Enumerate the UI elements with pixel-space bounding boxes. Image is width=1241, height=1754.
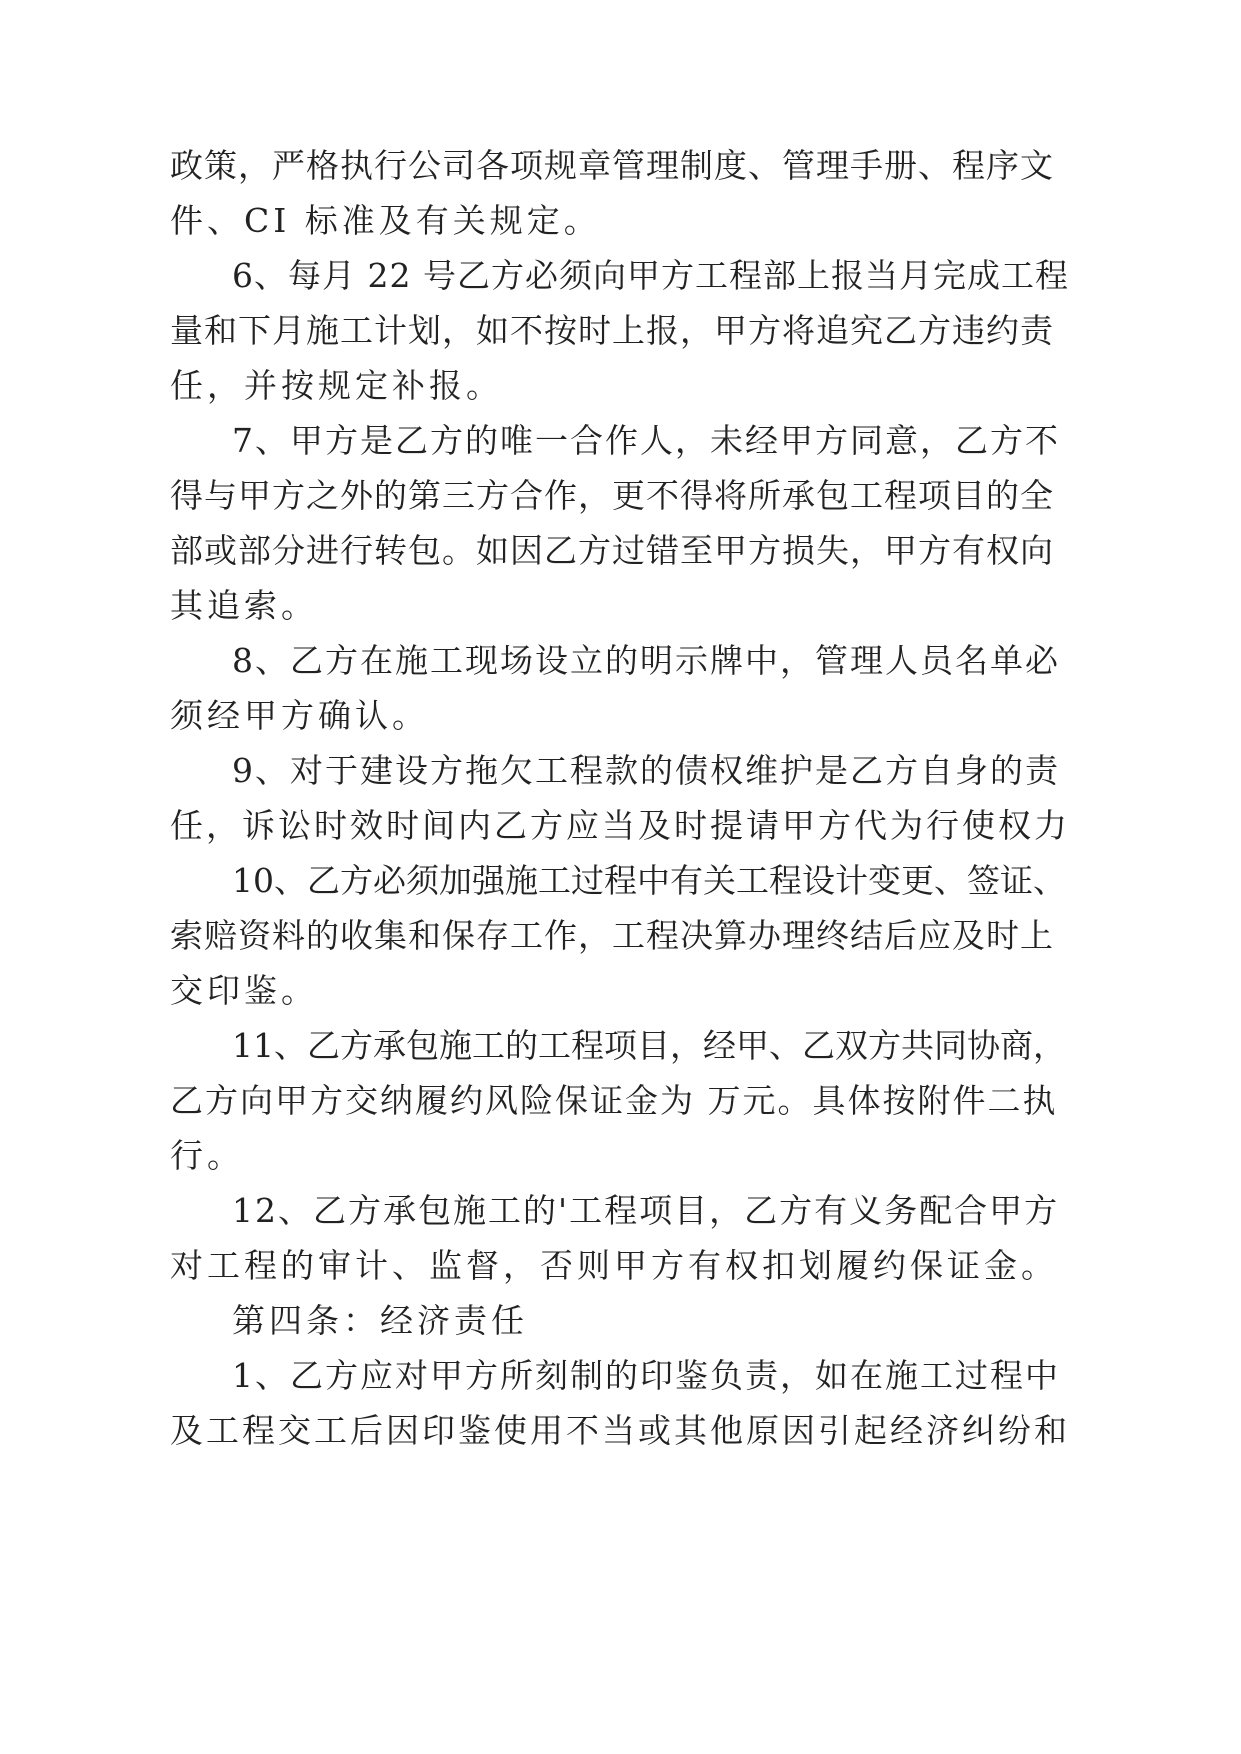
text-line: 1、乙方应对甲方所刻制的印鉴负责，如在施工过程中	[232, 1356, 1060, 1395]
text-line: 量和下月施工计划，如不按时上报，甲方将追究乙方违约责	[170, 311, 1054, 350]
text-line: 得与甲方之外的第三方合作，更不得将所承包工程项目的全	[170, 476, 1054, 515]
text-line: 政策，严格执行公司各项规章管理制度、管理手册、程序文	[170, 146, 1054, 185]
text-line: 任，并按规定补报。	[170, 366, 503, 405]
text-line: 9、对于建设方拖欠工程款的债权维护是乙方自身的责	[232, 751, 1060, 790]
text-line: 须经甲方确认。	[170, 696, 429, 735]
text-line: 12、乙方承包施工的'工程项目，乙方有义务配合甲方	[232, 1191, 1060, 1230]
text-line: 8、乙方在施工现场设立的明示牌中，管理人员名单必	[232, 641, 1060, 680]
text-line: 6、每月 22 号乙方必须向甲方工程部上报当月完成工程	[232, 256, 1069, 295]
text-line: 索赔资料的收集和保存工作，工程决算办理终结后应及时上	[170, 916, 1054, 955]
text-line: 及工程交工后因印鉴使用不当或其他原因引起经济纠纷和	[170, 1411, 1070, 1450]
text-line: 10、乙方必须加强施工过程中有关工程设计变更、签证、	[232, 861, 1066, 900]
text-line: 7、甲方是乙方的唯一合作人，未经甲方同意，乙方不	[232, 421, 1060, 460]
text-line: 乙方向甲方交纳履约风险保证金为 万元。具体按附件二执	[170, 1081, 1058, 1120]
text-line: 行。	[170, 1136, 244, 1175]
text-line: 对工程的审计、监督，否则甲方有权扣划履约保证金。	[170, 1246, 1058, 1285]
text-line: 11、乙方承包施工的工程项目，经甲、乙双方共同协商，	[232, 1026, 1066, 1065]
text-line: 交印鉴。	[170, 971, 318, 1010]
text-line: 任，诉讼时效时间内乙方应当及时提请甲方代为行使权力	[170, 806, 1070, 845]
text-line: 其追索。	[170, 586, 318, 625]
text-line: 部或部分进行转包。如因乙方过错至甲方损失，甲方有权向	[170, 531, 1054, 570]
text-line: 件、CI 标准及有关规定。	[170, 201, 601, 240]
section-heading: 第四条：经济责任	[232, 1301, 528, 1340]
